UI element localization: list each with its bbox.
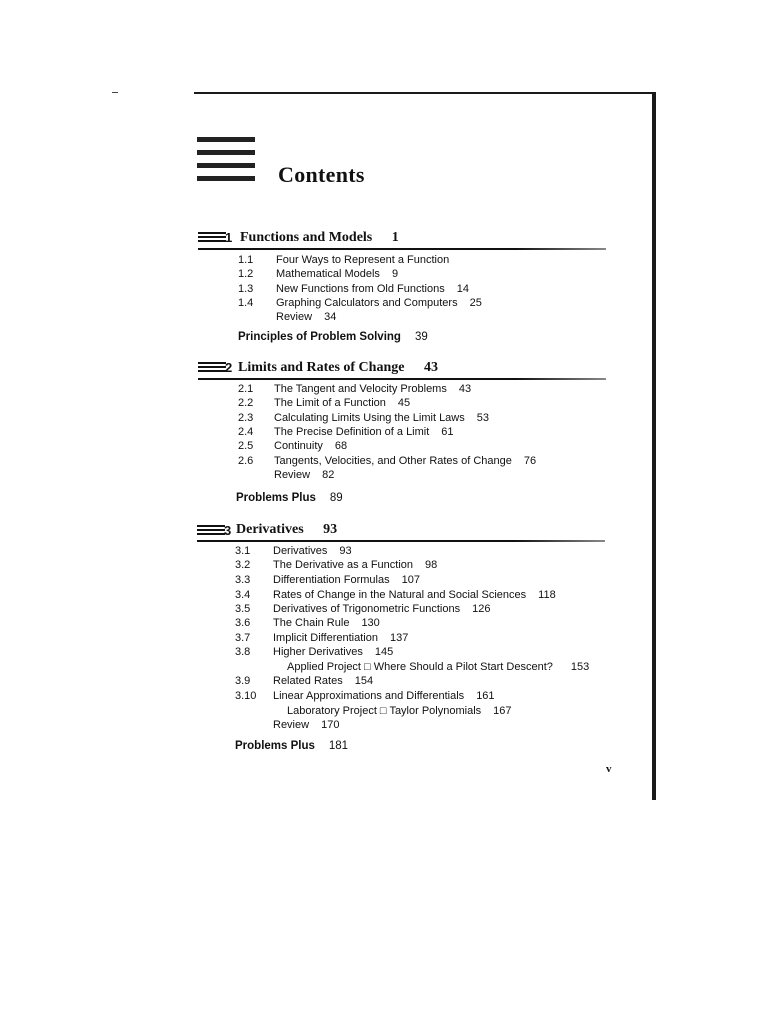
section-number: 3.10 [235,690,257,702]
stray-scan-mark [112,92,118,93]
section-title: Higher Derivatives 145 [273,646,394,658]
review-entry: Review 82 [274,469,335,481]
chapter-rule [198,248,606,250]
section-title: Derivatives of Trigonometric Functions 126 [273,603,491,615]
section-page: 43 [458,383,472,395]
section-title: Implicit Differentiation 137 [273,632,409,644]
section-page: 118 [538,589,556,601]
page-folio: v [606,763,612,775]
project-entry: Applied Project □ Where Should a Pilot Start Descent? 153 [287,661,590,673]
section-title: Tangents, Velocities, and Other Rates of Change 76 [274,455,537,467]
chapter-title [238,360,438,376]
section-title: The Precise Definition of a Limit 61 [274,426,454,438]
review-page: 170 [321,719,340,731]
section-title: The Chain Rule 130 [273,617,380,629]
chapter-extra-entry: Problems Plus 89 [236,492,343,504]
section-title: New Functions from Old Functions 14 [276,283,469,295]
section-title: Graphing Calculators and Computers 25 [276,297,482,309]
chapter-number: 1 [225,230,233,245]
review-page: 34 [324,311,337,323]
chapter-title-text: Derivatives [236,522,304,537]
section-number: 2.1 [238,383,254,395]
section-title: Continuity 68 [274,440,348,452]
chapter-number: 3 [224,523,232,538]
section-page: 137 [389,632,409,644]
section-number: 3.8 [235,646,251,658]
section-number: 1.4 [238,297,254,309]
section-page: 107 [401,574,420,586]
section-page: 9 [391,268,399,280]
section-title: The Limit of a Function 45 [274,397,411,409]
section-page: 130 [361,617,380,629]
section-number: 1.1 [238,254,254,266]
section-number: 3.2 [235,559,251,571]
section-number: 3.6 [235,617,251,629]
section-title: Mathematical Models 9 [276,268,399,280]
chapter-rule [197,540,605,542]
chapter-number: 2 [225,360,233,375]
chapter-title-text: Limits and Rates of Change [238,360,405,375]
section-title: Differentiation Formulas 107 [273,574,420,586]
section-number: 3.5 [235,603,251,615]
chapter-title [240,230,399,246]
chapter-page: 1 [391,230,399,245]
section-number: 3.4 [235,589,251,601]
section-title: Rates of Change in the Natural and Social Sciences 118 [273,589,556,601]
extra-page: 39 [414,331,428,343]
review-page: 82 [322,469,335,481]
section-number: 2.6 [238,455,254,467]
chapter-extra-entry: Principles of Problem Solving 39 [238,331,428,343]
section-number: 3.7 [235,632,251,644]
section-title: The Tangent and Velocity Problems 43 [274,383,472,395]
chapter-extra-entry: Problems Plus 181 [235,740,349,752]
section-number: 2.5 [238,440,254,452]
section-page: 61 [441,426,454,438]
section-page: 161 [476,690,495,702]
section-page: 93 [339,545,352,557]
section-page: 145 [374,646,394,658]
section-number: 2.4 [238,426,254,438]
section-page: 45 [397,397,411,409]
section-number: 3.1 [235,545,251,557]
section-page: 68 [334,440,348,452]
section-number: 1.3 [238,283,254,295]
section-title: The Derivative as a Function 98 [273,559,438,571]
section-title: Related Rates 154 [273,675,374,687]
project-entry: Laboratory Project □ Taylor Polynomials 167 [287,705,512,717]
project-page: 167 [493,705,512,717]
page-title: Contents [278,162,365,187]
section-page: 53 [476,412,489,424]
project-page: 153 [570,661,590,673]
extra-page: 89 [329,492,343,504]
section-number: 2.2 [238,397,254,409]
section-title: Calculating Limits Using the Limit Laws 53 [274,412,489,424]
section-page: 98 [425,559,438,571]
section-number: 2.3 [238,412,254,424]
section-page: 76 [523,455,537,467]
chapter-page: 43 [423,360,438,375]
review-entry: Review 34 [276,311,337,323]
section-page: 154 [354,675,374,687]
page-frame-top [194,92,655,94]
section-page: 126 [472,603,491,615]
extra-page: 181 [328,740,349,752]
page-frame-right [652,92,656,800]
chapter-page: 93 [323,522,338,537]
chapter-title [236,522,337,538]
section-page: 25 [469,297,482,309]
section-number: 3.9 [235,675,251,687]
chapter-rule [198,378,606,380]
section-title: Derivatives 93 [273,545,352,557]
section-title: Four Ways to Represent a Function [276,254,450,266]
section-number: 1.2 [238,268,254,280]
section-page: 14 [456,283,469,295]
section-title: Linear Approximations and Differentials 161 [273,690,495,702]
contents-bars-icon [197,137,257,183]
section-number: 3.3 [235,574,251,586]
review-entry: Review 170 [273,719,340,731]
chapter-title-text: Functions and Models [240,230,373,245]
